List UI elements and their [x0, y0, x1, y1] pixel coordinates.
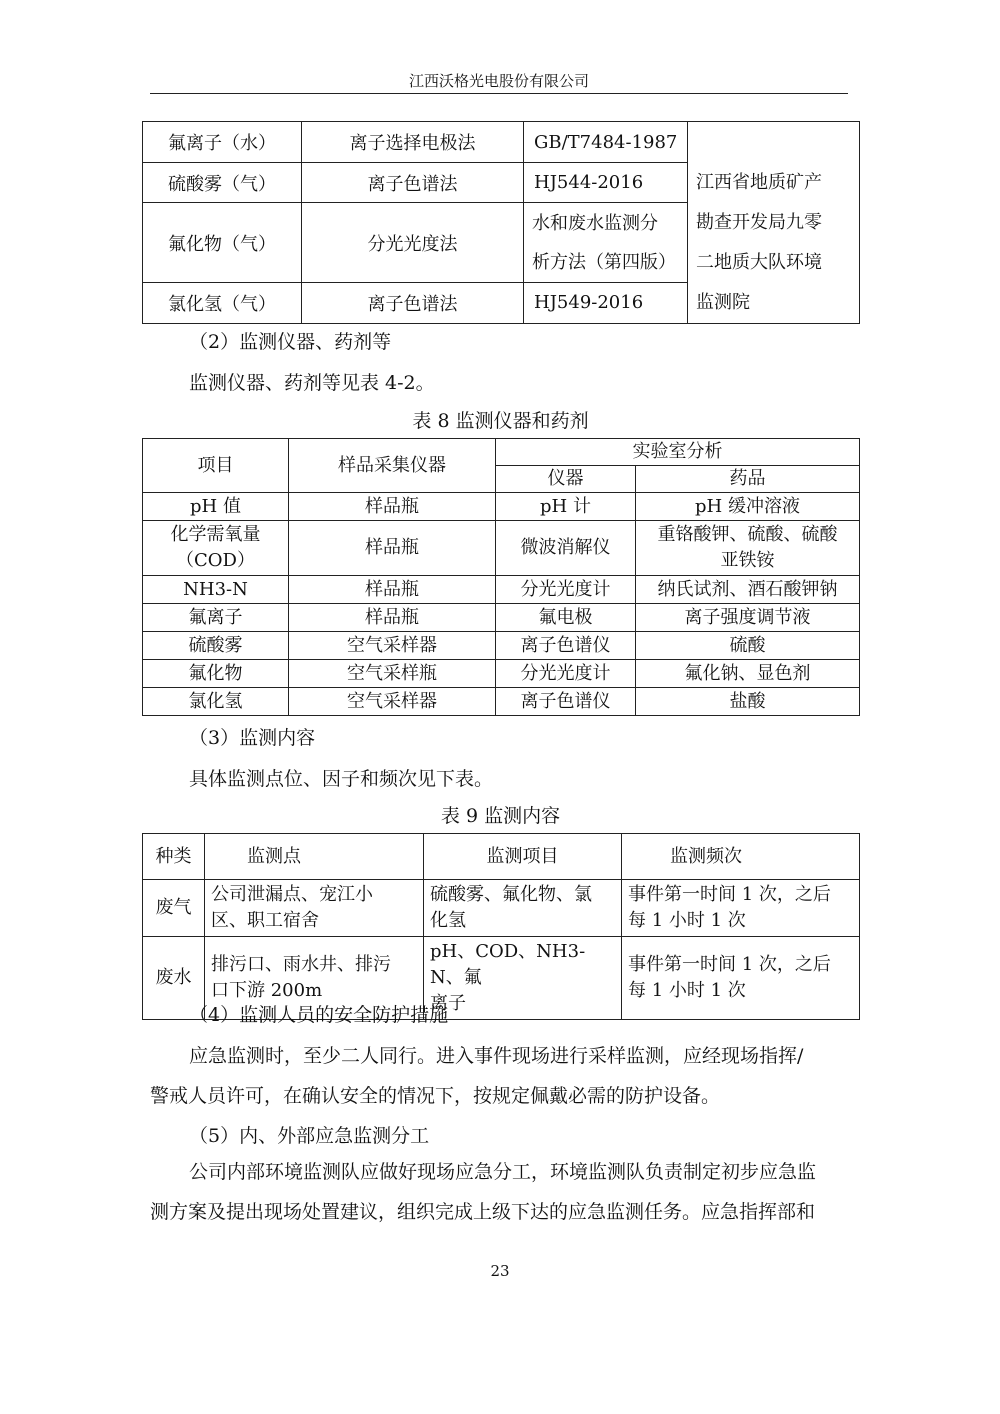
table-cell: [143, 521, 289, 576]
cell-line: 重铬酸钾、硫酸、硫酸: [657, 524, 838, 545]
table-cell: pH 缓冲溶液: [636, 493, 860, 521]
table-cell: pH 计: [496, 493, 636, 521]
table-header: 项目: [143, 439, 289, 493]
institution-line: 监测院: [696, 291, 750, 313]
table-cell: 分光光度计: [496, 660, 636, 688]
cell-line: 离子: [430, 993, 466, 1014]
page-number: 23: [490, 1262, 510, 1280]
table-cell: 氯化氢（气）: [143, 283, 302, 323]
table-cell: 离子色谱法: [302, 163, 524, 203]
table-cell: [688, 122, 860, 163]
instruments-table: [142, 438, 860, 716]
cell-line: 化氢: [430, 910, 466, 931]
table-cell: 氟电极: [496, 604, 636, 632]
table-header: 监测项目: [424, 834, 622, 880]
table-cell: 离子色谱仪: [496, 688, 636, 716]
table-cell: 离子色谱仪: [496, 632, 636, 660]
table-cell: 纳氏试剂、酒石酸钾钠: [636, 576, 860, 604]
table-header-row: [143, 439, 860, 466]
table-cell: 氯化氢: [143, 688, 289, 716]
table-cell: 分光光度法: [302, 203, 524, 283]
table-cell: [524, 203, 688, 283]
cell-line: 水和废水监测分: [532, 212, 658, 234]
table-cell: HJ549-2016: [524, 283, 688, 323]
table-cell: 硫酸: [636, 632, 860, 660]
table-cell: 盐酸: [636, 688, 860, 716]
cell-line: （COD）: [176, 550, 255, 571]
table-cell: [424, 880, 622, 937]
table-cell: 样品瓶: [289, 604, 496, 632]
table-cell: 样品瓶: [289, 521, 496, 576]
table-cell: 氟化物（气）: [143, 203, 302, 283]
table-row: [143, 688, 860, 716]
section-heading: （4）监测人员的安全防护措施: [189, 1004, 449, 1026]
table-cell: 空气采样器: [289, 632, 496, 660]
table-cell: [622, 880, 860, 937]
header-rule: [150, 93, 848, 94]
table-row: [143, 576, 860, 604]
table-caption: 表 9 监测内容: [440, 805, 561, 827]
paragraph-line: 公司内部环境监测队应做好现场应急分工，环境监测队负责制定初步应急监: [189, 1161, 817, 1183]
table-cell: HJ544-2016: [524, 163, 688, 203]
table-cell: GB/T7484-1987: [524, 122, 688, 163]
table-cell: 离子强度调节液: [636, 604, 860, 632]
table-caption: 表 8 监测仪器和药剂: [412, 410, 589, 432]
cell-line: 每 1 小时 1 次: [628, 910, 746, 931]
table-cell: 分光光度计: [496, 576, 636, 604]
cell-line: 公司泄漏点、宠江小: [211, 884, 373, 905]
cell-line: 化学需氧量: [170, 524, 261, 545]
table-row: [143, 521, 860, 576]
table-header: 监测点: [205, 834, 424, 880]
cell-line: 事件第一时间 1 次，之后: [628, 884, 831, 905]
monitoring-content-table: [142, 833, 860, 1020]
table-cell: 空气采样器: [289, 688, 496, 716]
table-cell: [636, 521, 860, 576]
paragraph-line: 应急监测时，至少二人同行。进入事件现场进行采样监测，应经现场指挥/: [189, 1045, 804, 1067]
table-cell: pH 值: [143, 493, 289, 521]
table-cell: 硫酸雾: [143, 632, 289, 660]
cell-line: 每 1 小时 1 次: [628, 980, 746, 1001]
table-header: 监测频次: [622, 834, 860, 880]
table-cell: 氟化钠、显色剂: [636, 660, 860, 688]
section-heading: （3）监测内容: [189, 727, 316, 749]
institution-line: 二地质大队环境: [696, 251, 822, 273]
table-header: 药品: [636, 466, 860, 493]
paragraph-line: 测方案及提出现场处置建议，组织完成上级下达的应急监测任务。应急指挥部和: [150, 1201, 816, 1223]
cell-line: 排污口、雨水井、排污: [211, 954, 391, 975]
cell-line: 事件第一时间 1 次，之后: [628, 954, 831, 975]
table-cell: NH3-N: [143, 576, 289, 604]
monitoring-institution-cell: [688, 163, 860, 324]
table-cell: 硫酸雾（气）: [143, 163, 302, 203]
table-cell: 样品瓶: [289, 576, 496, 604]
methods-table: [142, 121, 860, 324]
table-header: 实验室分析: [496, 439, 860, 466]
table-row: [143, 604, 860, 632]
table-cell: 氟离子（水）: [143, 122, 302, 163]
table-cell: 氟化物: [143, 660, 289, 688]
table-cell: 样品瓶: [289, 493, 496, 521]
institution-line: 江西省地质矿产: [696, 171, 822, 193]
table-row: [143, 122, 860, 163]
table-header: 仪器: [496, 466, 636, 493]
table-cell: 废水: [143, 937, 205, 1020]
table-header: 种类: [143, 834, 205, 880]
paragraph-line: 警戒人员许可，在确认安全的情况下，按规定佩戴必需的防护设备。: [150, 1085, 721, 1107]
table-header: 样品采集仪器: [289, 439, 496, 493]
table-cell: 废气: [143, 880, 205, 937]
table-row: [143, 632, 860, 660]
table-row: [143, 163, 860, 203]
table-cell: 氟离子: [143, 604, 289, 632]
section-heading: （2）监测仪器、药剂等: [189, 331, 392, 353]
table-row: [143, 880, 860, 937]
cell-line: 析方法（第四版）: [532, 251, 676, 273]
table-cell: 离子色谱法: [302, 283, 524, 323]
cell-line: pH、COD、NH3-N、氟: [430, 941, 586, 988]
table-cell: 离子选择电极法: [302, 122, 524, 163]
table-header-row: [143, 834, 860, 880]
paragraph: 具体监测点位、因子和频次见下表。: [189, 768, 494, 790]
table-row: [143, 493, 860, 521]
paragraph: 监测仪器、药剂等见表 4-2。: [189, 372, 435, 394]
institution-line: 勘查开发局九零: [696, 211, 822, 233]
table-row: [143, 660, 860, 688]
cell-line: 硫酸雾、氟化物、氯: [430, 884, 592, 905]
cell-line: 区、职工宿舍: [211, 910, 319, 931]
cell-line: 口下游 200m: [211, 980, 323, 1001]
table-cell: 空气采样瓶: [289, 660, 496, 688]
section-heading: （5）内、外部应急监测分工: [189, 1125, 430, 1147]
table-cell: 微波消解仪: [496, 521, 636, 576]
table-cell: [205, 880, 424, 937]
cell-line: 亚铁铵: [720, 550, 775, 571]
page-header: 江西沃格光电股份有限公司: [408, 72, 589, 90]
